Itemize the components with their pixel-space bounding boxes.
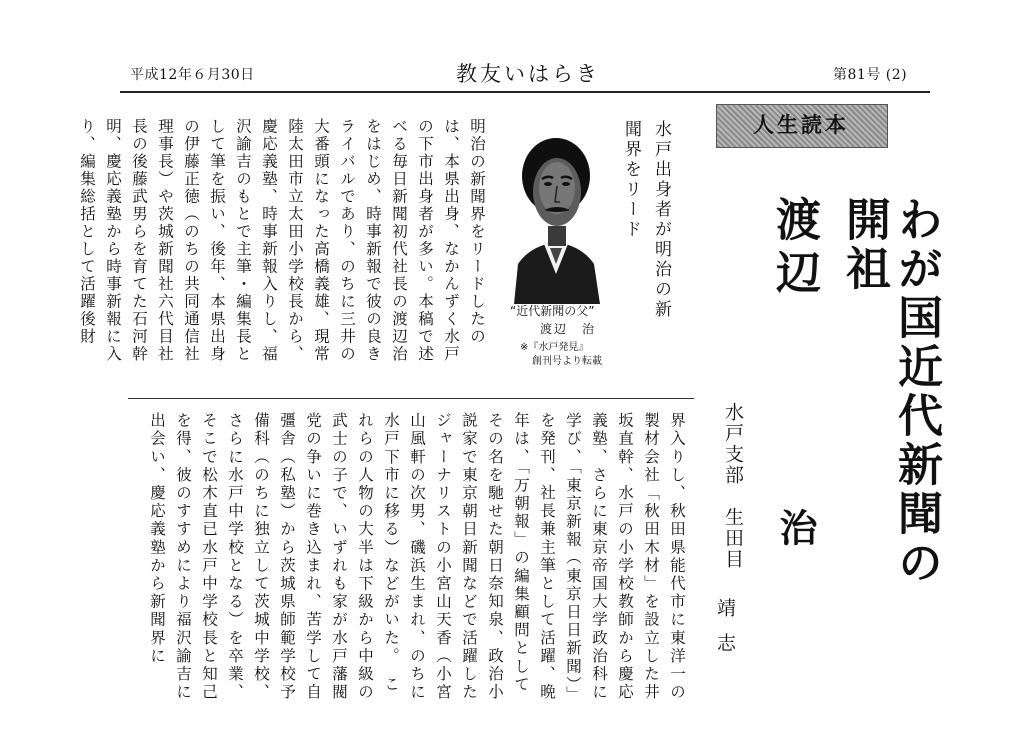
issue-date: 平成12年６月30日 [130, 67, 255, 83]
article-body-bottom: 界入りし、秋田県能代市に東洋一の製材会社「秋田木材」を設立した井坂直幹、水戸の小学校教師から慶応義塾、さらに東京帝国大学政治科に学び、「東京新報（東京日日新聞）」を発刊、社長兼主筆として活躍、晩年は、「万朝報」の編集顧問としてその名を馳せた朝日奈知泉、政治小説家で東京朝日新聞などで活躍したジャーナリストの小宮山天香（小宮山風軒の次男、磯浜生まれ、のちに水戸下市に移る）などがいた。 これらの人物の大半は下級から中級の武士の子で、いずれも家が水戸藩閥党の争いに巻き込まれ、苦学して自彊舎（私塾）から茨城県師範学校予備科（のちに独立して茨城中学校、さらに水戸中学校となる）を卒業、そこで松木直已水戸中学校長と知己を得、彼のすすめにより福沢諭吉に出会い、慶応義塾から新聞界に [148, 412, 686, 705]
header-rule [120, 91, 930, 93]
portrait-name: 渡辺 治 [540, 322, 597, 336]
subheading: 水戸出身者が明治の新聞界をリード [621, 120, 671, 320]
portrait-source-note: 創刊号より転載 [532, 356, 602, 367]
headline: わが国近代新聞の開祖 [838, 196, 943, 588]
newspaper-title: 教友いはらき [456, 62, 600, 86]
column-divider [128, 398, 694, 399]
portrait-photo [510, 124, 602, 304]
issue-number: 第81号 (2) [833, 67, 908, 83]
article-body-top: 明治の新聞界をリードしたのは、本県出身、なかんずく水戸の下市出身者が多い。本稿で述べる毎日新聞初代社長の渡辺治をはじめ、時事新報で彼の良きライバルであり、のちに三井の大番頭になった高橋義雄、現常陸太田市立太田小学校長から、慶応義塾、時事新報入りし、福沢諭吉のもとで主筆・編集長として筆を振い、後年、本県出身の伊藤正徳（のちの共同通信社理事長）や茨城新聞社六代目社長の後藤武男らを育てた石河幹明、慶応義塾から時事新報に入り、編集総括として活躍後財 [78, 118, 486, 363]
portrait-caption: “近代新聞の父” [510, 304, 595, 318]
byline-affiliation: 水戸支部 生田目 [722, 402, 744, 570]
portrait-source: ※『水戸発見』 [520, 342, 589, 353]
subject-name-last: 治 [773, 508, 818, 546]
subject-name: 渡辺 [768, 196, 821, 302]
byline-first-name: 靖志 [714, 598, 736, 668]
section-badge: 人生読本 [753, 113, 849, 137]
